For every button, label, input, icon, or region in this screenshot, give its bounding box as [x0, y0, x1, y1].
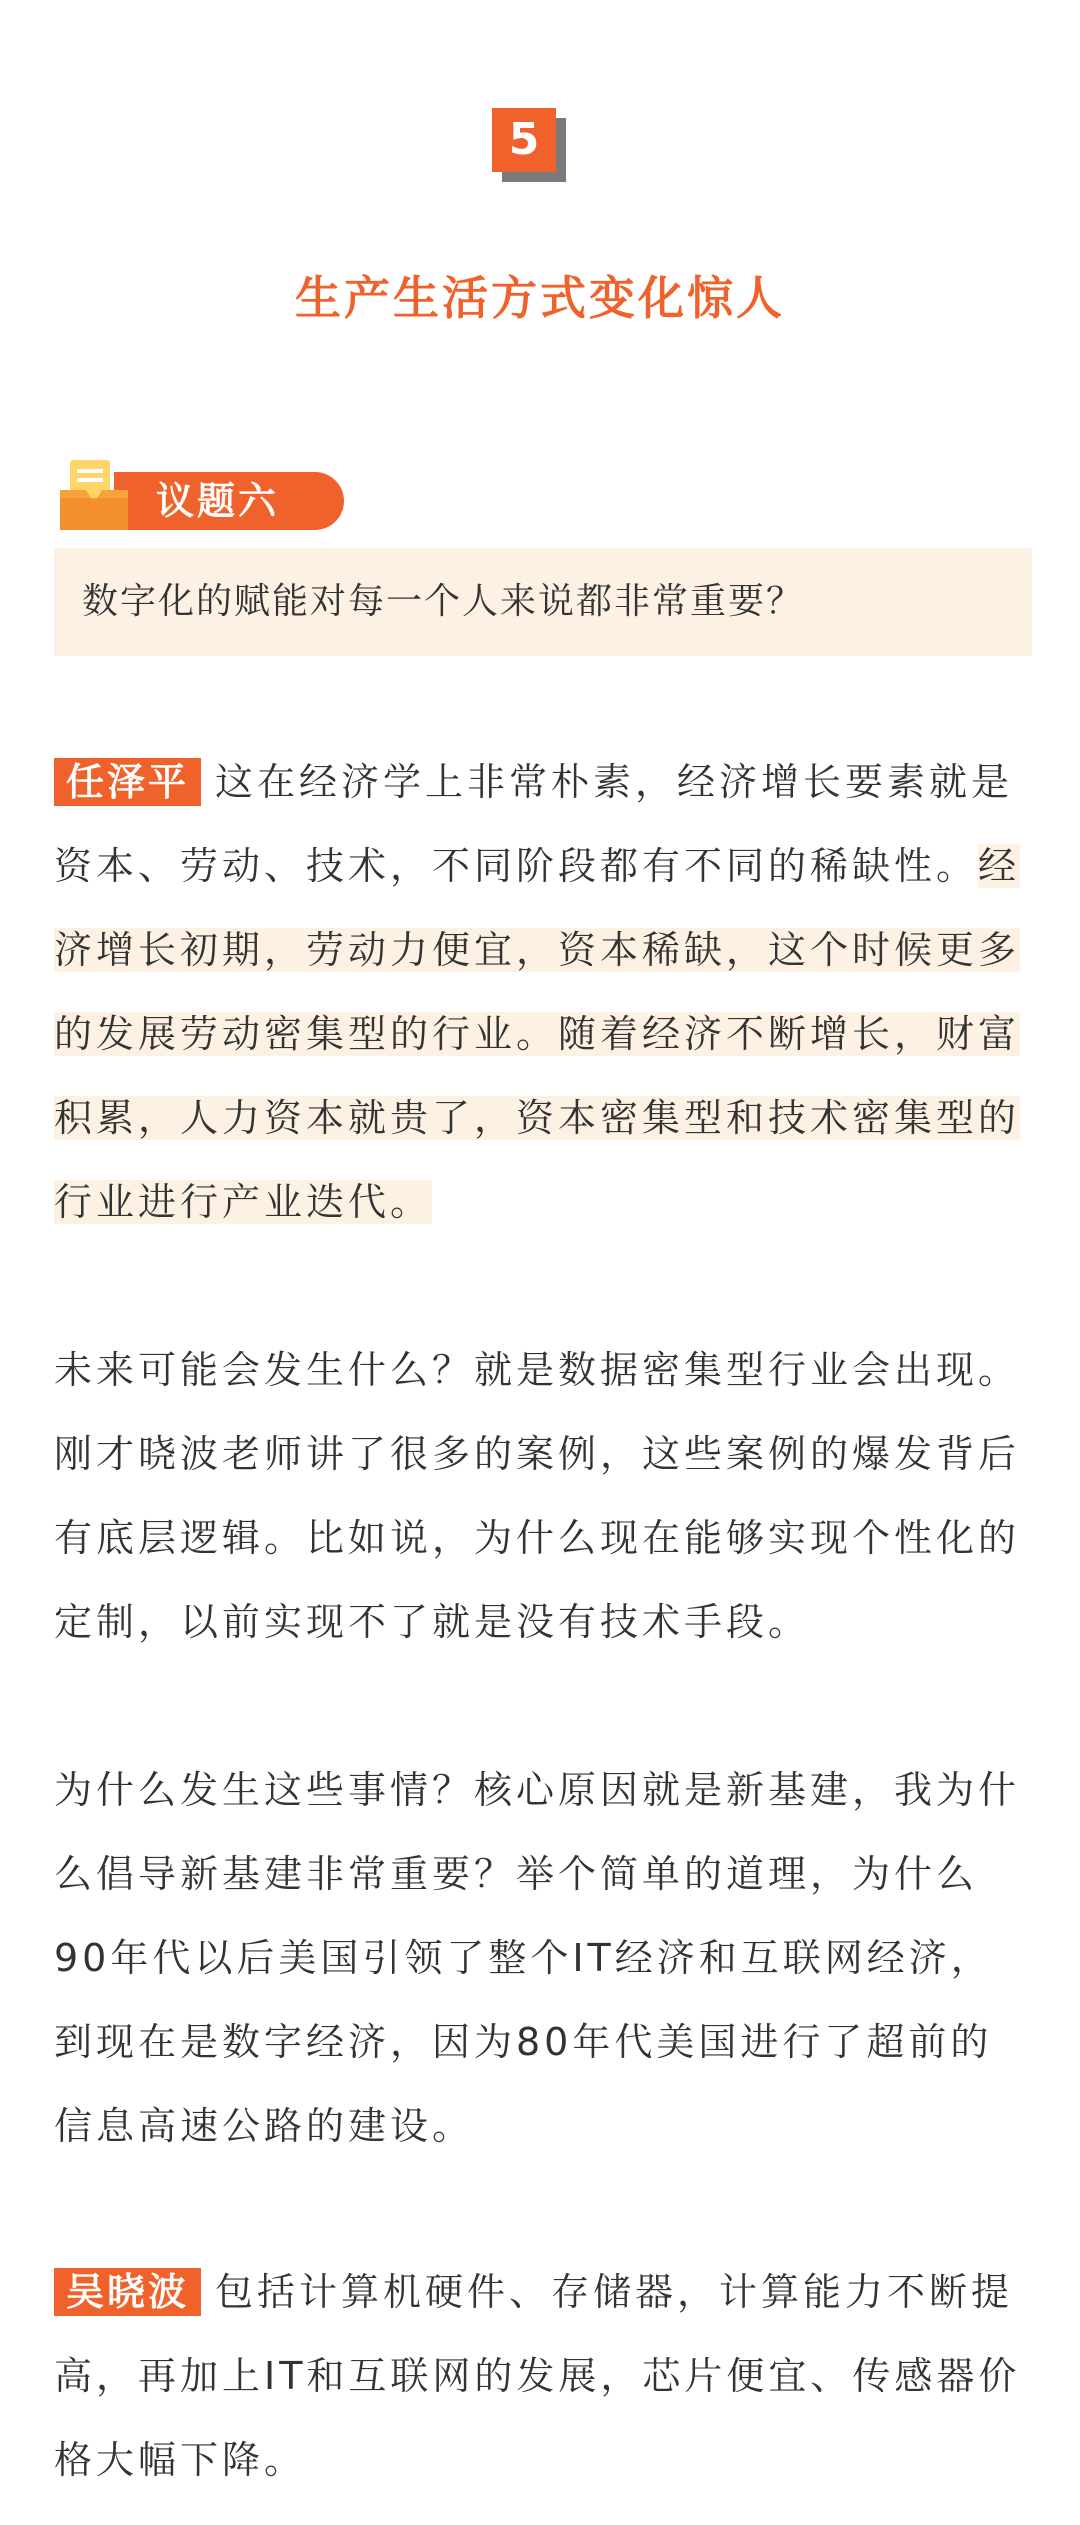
- section-title: 生产生活方式变化惊人: [295, 271, 785, 325]
- speaker-tag: 吴晓波: [54, 2268, 201, 2316]
- highlighted-text: 经济增长初期，劳动力便宜，资本稀缺，这个时候更多的发展劳动密集型的行业。随着经济不断增长，财富积累，人力资本就贵了，资本密集型和技术密集型的行业进行产业迭代。: [54, 844, 1021, 1224]
- topic-label: 议题六: [156, 479, 280, 523]
- topic-badge: [58, 460, 344, 532]
- paragraph-2: [54, 1328, 1029, 1664]
- paragraph-1: [54, 740, 1029, 1244]
- paragraph-text: 这在经济学上非常朴素，经济增长要素就是资本、劳动、技术，不同阶段都有不同的稀缺性。: [54, 760, 1014, 888]
- speaker-tag: 任泽平: [54, 758, 201, 806]
- question-box: [54, 548, 1032, 656]
- folder-document-icon: [58, 460, 130, 532]
- paragraph-text: 为什么发生这些事情？核心原因就是新基建，我为什么倡导新基建非常重要？举个简单的道理，为什么90年代以后美国引领了整个IT经济和互联网经济，到现在是数字经济，因为80年代美国进行了超前的信息高速公路的建设。: [54, 1768, 1021, 2148]
- paragraph-4: [54, 2250, 1029, 2502]
- section-number-badge: [492, 108, 566, 182]
- section-number: 5: [492, 108, 556, 172]
- paragraph-3: [54, 1748, 1029, 2168]
- paragraph-text: 包括计算机硬件、存储器，计算能力不断提高，再加上IT和互联网的发展，芯片便宜、传感器价格大幅下降。: [54, 2270, 1021, 2482]
- paragraph-text: 未来可能会发生什么？就是数据密集型行业会出现。刚才晓波老师讲了很多的案例，这些案例的爆发背后有底层逻辑。比如说，为什么现在能够实现个性化的定制，以前实现不了就是没有技术手段。: [54, 1348, 1021, 1644]
- question-text: 数字化的赋能对每一个人来说都非常重要？: [82, 581, 805, 622]
